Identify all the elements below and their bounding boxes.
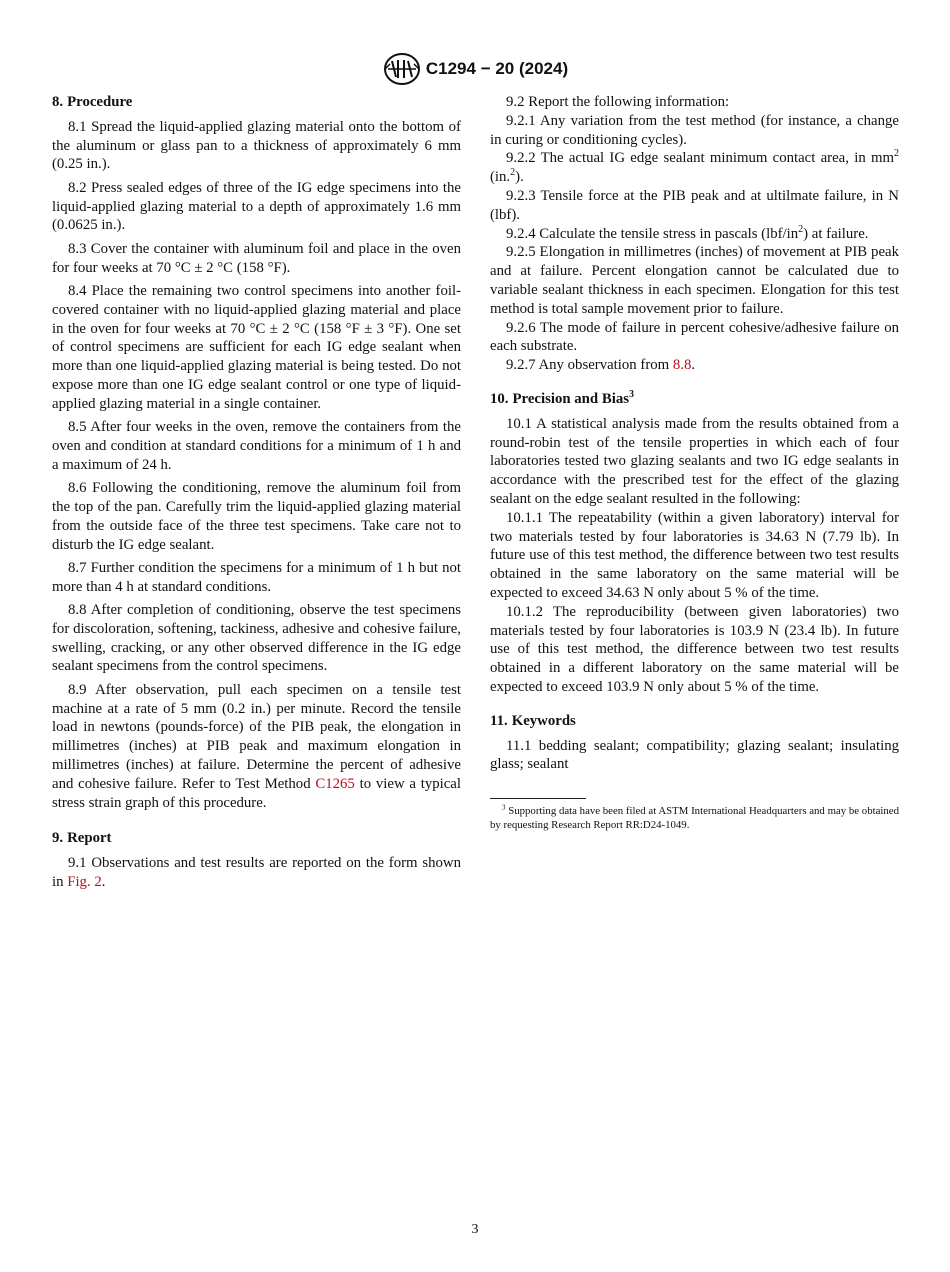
para-9-2-7: 9.2.7 Any observation from 8.8.: [506, 357, 696, 374]
left-column: [52, 93, 461, 896]
section-10-heading: 10. Precision and Bias$^3$: [490, 389, 634, 407]
para-8-7: 8.7 Further condition the specimens for a minimum of 1 h but not more than 4 h at standard conditions.: [52, 559, 461, 595]
para-10-1-2: 10.1.2 The reproducibility (between given laboratories) two materials tested by four laboratories is 103.9 N (23.4 lb). In future use of this test method, the difference between two test results obtained in a different laboratory on the same material will be expected to exceed 103.9 N only about 5 % of the time.: [490, 603, 899, 695]
para-9-2: 9.2 Report the following information:: [506, 94, 730, 110]
link-8-8[interactable]: 8.8: [672, 357, 692, 374]
para-8-2: 8.2 Press sealed edges of three of the IG edge specimens into the liquid-applied glazing material to a depth of approximately 1.6 mm (0.0625 in.).: [52, 179, 461, 234]
para-10-1-1: 10.1.1 The repeatability (within a given laboratory) interval for two materials tested by four laboratories is 34.63 N (7.79 lb). In future use of this test method, the difference between two test results obtained in the same laboratory on the same material will be expected to exceed 34.63 N only about 5 % of the time.: [490, 509, 899, 601]
footnote-divider: [490, 798, 586, 799]
right-column: [490, 93, 899, 832]
para-8-5: 8.5 After four weeks in the oven, remove the containers from the oven and condition at standard conditions for a minimum of 1 h and a maximum of 24 h.: [52, 419, 461, 473]
para-9-2-6: 9.2.6 The mode of failure in percent cohesive/adhesive failure on each substrate.: [490, 319, 899, 355]
footnote-3: $^3$ Supporting data have been filed at ASTM International Headquarters and may be obtained by requesting Research Report RR:D24-1049.: [490, 803, 899, 831]
document-id: C1294 − 20 (2024): [425, 59, 569, 78]
para-9-2-5: 9.2.5 Elongation in millimetres (inches) of movement at PIB peak and at failure. Percent elongation cannot be calculated due to variable sealant thickness in each specimen. Elongation for this test method is total sample movement prior to failure.: [490, 244, 899, 317]
para-8-3: 8.3 Cover the container with aluminum foil and place in the oven for four weeks at 70 °C ± 2 °C (158 °F).: [52, 240, 461, 276]
para-8-4: 8.4 Place the remaining two control specimens into another foil-covered container with no liquid-applied glazing material and place in the oven for four weeks at 70 °C ± 2 °C (158 °F ± 3 °F). One set of control specimens are sufficient for each IG edge sealant when more than one liquid-applied glazing material is being tested. Do not expose more than one IG edge sealant control or one type of liquid-applied glazing material in a single container.: [52, 282, 461, 412]
para-8-9: 8.9 After observation, pull each specimen on a tensile test machine at a rate of 5 mm (0.2 in.) per minute. Record the tensile load in newtons (pounds-force) of the PIB peak, the elongation in millimetres (inches) at PIB peak and maximum elongation in millimetres (inches) at failure. Determine the percent of adhesive and cohesive failure. Refer to Test Method C1265 to view a typical stress strain graph of this procedure.: [52, 681, 461, 811]
para-9-2-1: 9.2.1 Any variation from the test method (for instance, a change in curing or conditioning cycles).: [490, 112, 899, 148]
section-11-heading: 11. Keywords: [490, 712, 576, 729]
section-8-heading: 8. Procedure: [52, 94, 133, 110]
para-8-8: 8.8 After completion of conditioning, observe the test specimens for discoloration, softening, tackiness, adhesive and cohesive failure, swelling, cracking, or any other observed difference in the IG edge sealant specimens from the control specimens.: [52, 602, 461, 675]
link-fig-2[interactable]: Fig. 2: [67, 873, 102, 890]
para-10-1: 10.1 A statistical analysis made from the results obtained from a round-robin test of the tensile properties in which each of four laboratories tested two glazing sealants and two IG edge sealants in accordance with the prescribed test for the effect of the glazing sealant on the edge sealant resulted in the following:: [490, 415, 899, 507]
link-c1265[interactable]: C1265: [315, 775, 355, 792]
para-9-2-4: 9.2.4 Calculate the tensile stress in pascals $(lbf/in^2)$ at failure.: [506, 223, 869, 242]
page-header: [0, 52, 950, 86]
para-9-2-3: 9.2.3 Tensile force at the PIB peak and at ultilmate failure, in N (lbf).: [490, 187, 899, 223]
para-9-2-2: 9.2.2 The actual IG edge sealant minimum contact area, in $mm^2$ (in.$^2$).: [490, 148, 899, 186]
section-9-heading: 9. Report: [52, 830, 112, 847]
astm-logo-icon: [382, 52, 422, 86]
para-8-6: 8.6 Following the conditioning, remove the aluminum foil from the top of the pan. Carefully trim the liquid-applied glazing material from the outside face of the three test specimens. Take care not to disturb the IG edge sealant.: [52, 480, 461, 553]
para-8-1: 8.1 Spread the liquid-applied glazing material onto the bottom of the aluminum or glass pan to a thickness of approximately 6 mm (0.25 in.).: [52, 118, 461, 173]
page-number: 3: [471, 1222, 479, 1237]
para-9-1: 9.1 Observations and test results are reported on the form shown in Fig. 2.: [52, 854, 461, 890]
para-11-1: 11.1 bedding sealant; compatibility; glazing sealant; insulating glass; sealant: [490, 737, 899, 773]
